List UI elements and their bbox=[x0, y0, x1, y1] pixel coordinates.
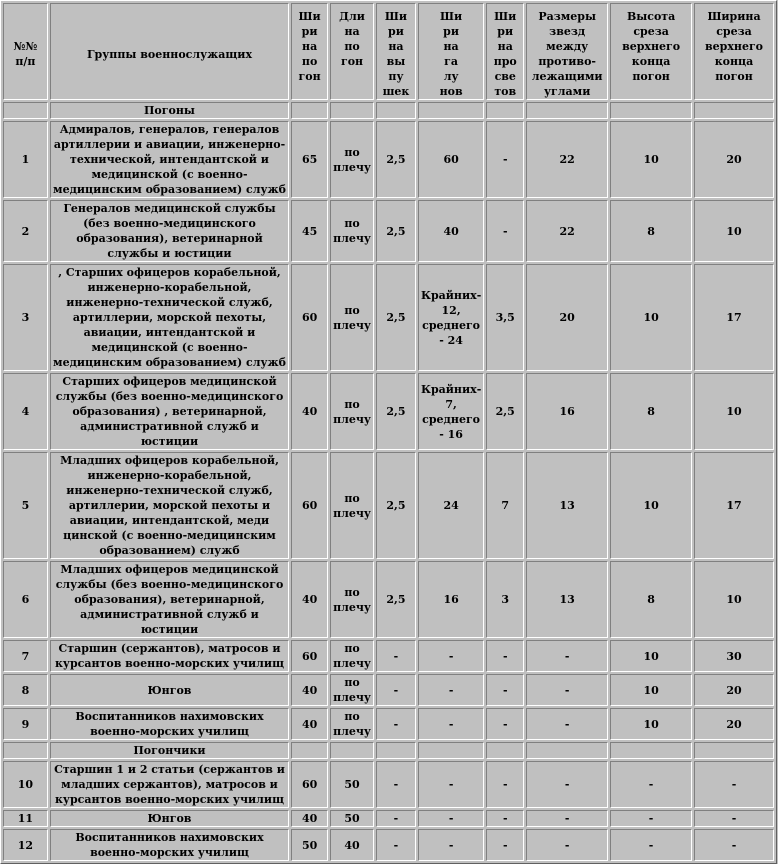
header-cut-height: Высота среза верхнего конца погон bbox=[610, 3, 692, 100]
row-width: 40 bbox=[291, 373, 328, 450]
row-number: 3 bbox=[3, 264, 48, 371]
row-gap-width: 3,5 bbox=[486, 264, 524, 371]
row-length: 50 bbox=[330, 761, 374, 808]
row-cut-height: 8 bbox=[610, 373, 692, 450]
row-group: Старших офицеров медицинской службы (без военно-медицинского образования) , ветеринарной, административной служб и юстиции bbox=[50, 373, 289, 450]
row-cut-width: 20 bbox=[694, 674, 774, 706]
row-galloon-width: 40 bbox=[418, 200, 484, 262]
row-number: 1 bbox=[3, 121, 48, 198]
row-cut-width: 17 bbox=[694, 264, 774, 371]
row-width: 45 bbox=[291, 200, 328, 262]
row-width: 50 bbox=[291, 829, 328, 861]
row-width: 40 bbox=[291, 708, 328, 740]
header-num: №№ п/п bbox=[3, 3, 48, 100]
row-number: 7 bbox=[3, 640, 48, 672]
section-empty-cell bbox=[3, 102, 48, 119]
row-gap-width: - bbox=[486, 674, 524, 706]
section-empty-cell bbox=[291, 102, 328, 119]
row-group: Юнгов bbox=[50, 674, 289, 706]
row-cut-width: 20 bbox=[694, 121, 774, 198]
row-star-size: - bbox=[526, 810, 608, 827]
row-star-size: - bbox=[526, 761, 608, 808]
row-galloon-width: Крайних- 12, среднего - 24 bbox=[418, 264, 484, 371]
section-empty-cell bbox=[3, 742, 48, 759]
section-row-pogonchiki bbox=[3, 742, 774, 759]
section-empty-cell bbox=[694, 102, 774, 119]
row-stripe-width: 2,5 bbox=[376, 264, 416, 371]
section-title: Погоны bbox=[50, 102, 289, 119]
row-length: по плечу bbox=[330, 674, 374, 706]
header-galloon-width: Ши ри на га лу нов bbox=[418, 3, 484, 100]
row-width: 60 bbox=[291, 640, 328, 672]
table-row bbox=[3, 121, 774, 198]
row-length: по плечу bbox=[330, 264, 374, 371]
section-empty-cell bbox=[376, 102, 416, 119]
section-empty-cell bbox=[486, 742, 524, 759]
row-star-size: 22 bbox=[526, 121, 608, 198]
row-cut-height: 10 bbox=[610, 674, 692, 706]
section-empty-cell bbox=[376, 742, 416, 759]
header-star-size: Размеры звезд между противо- лежащими углами bbox=[526, 3, 608, 100]
row-gap-width: - bbox=[486, 708, 524, 740]
row-galloon-width: - bbox=[418, 761, 484, 808]
row-galloon-width: - bbox=[418, 829, 484, 861]
row-gap-width: 3 bbox=[486, 561, 524, 638]
row-width: 40 bbox=[291, 674, 328, 706]
row-width: 40 bbox=[291, 561, 328, 638]
row-width: 60 bbox=[291, 761, 328, 808]
row-width: 60 bbox=[291, 264, 328, 371]
table-row bbox=[3, 561, 774, 638]
section-empty-cell bbox=[486, 102, 524, 119]
row-number: 6 bbox=[3, 561, 48, 638]
table-row bbox=[3, 674, 774, 706]
row-stripe-width: - bbox=[376, 640, 416, 672]
row-galloon-width: - bbox=[418, 810, 484, 827]
row-group: Юнгов bbox=[50, 810, 289, 827]
row-gap-width: 7 bbox=[486, 452, 524, 559]
row-gap-width: - bbox=[486, 121, 524, 198]
section-row-pogony bbox=[3, 102, 774, 119]
row-number: 2 bbox=[3, 200, 48, 262]
row-stripe-width: - bbox=[376, 810, 416, 827]
row-gap-width: - bbox=[486, 200, 524, 262]
section-empty-cell bbox=[418, 102, 484, 119]
row-group: Старшин (сержантов), матросов и курсантов военно-морских училищ bbox=[50, 640, 289, 672]
row-number: 12 bbox=[3, 829, 48, 861]
row-star-size: 22 bbox=[526, 200, 608, 262]
row-star-size: - bbox=[526, 829, 608, 861]
row-star-size: - bbox=[526, 674, 608, 706]
row-number: 5 bbox=[3, 452, 48, 559]
row-length: по плечу bbox=[330, 121, 374, 198]
row-cut-height: 8 bbox=[610, 561, 692, 638]
header-cut-width: Ширина среза верхнего конца погон bbox=[694, 3, 774, 100]
row-cut-height: 8 bbox=[610, 200, 692, 262]
row-length: по плечу bbox=[330, 708, 374, 740]
row-star-size: 20 bbox=[526, 264, 608, 371]
row-number: 10 bbox=[3, 761, 48, 808]
row-length: по плечу bbox=[330, 561, 374, 638]
row-length: 40 bbox=[330, 829, 374, 861]
row-length: по плечу bbox=[330, 373, 374, 450]
row-length: по плечу bbox=[330, 452, 374, 559]
row-number: 9 bbox=[3, 708, 48, 740]
row-star-size: 16 bbox=[526, 373, 608, 450]
row-group: Генералов медицинской службы (без военно-медицинского образования), ветеринарной службы и юстиции bbox=[50, 200, 289, 262]
row-galloon-width: 60 bbox=[418, 121, 484, 198]
section-empty-cell bbox=[610, 742, 692, 759]
row-cut-width: 10 bbox=[694, 373, 774, 450]
row-cut-height: - bbox=[610, 810, 692, 827]
row-cut-height: 10 bbox=[610, 452, 692, 559]
row-cut-width: - bbox=[694, 810, 774, 827]
row-stripe-width: 2,5 bbox=[376, 200, 416, 262]
row-cut-width: 20 bbox=[694, 708, 774, 740]
row-group: Воспитанников нахимовских военно-морских училищ bbox=[50, 708, 289, 740]
table-row bbox=[3, 200, 774, 262]
row-gap-width: - bbox=[486, 761, 524, 808]
row-stripe-width: - bbox=[376, 829, 416, 861]
row-star-size: 13 bbox=[526, 452, 608, 559]
header-gap-width: Ши ри на про све тов bbox=[486, 3, 524, 100]
section-title: Погончики bbox=[50, 742, 289, 759]
row-gap-width: - bbox=[486, 640, 524, 672]
row-cut-width: - bbox=[694, 829, 774, 861]
row-stripe-width: - bbox=[376, 761, 416, 808]
row-number: 8 bbox=[3, 674, 48, 706]
table-row bbox=[3, 829, 774, 861]
section-empty-cell bbox=[694, 742, 774, 759]
table-row bbox=[3, 452, 774, 559]
row-stripe-width: 2,5 bbox=[376, 561, 416, 638]
row-cut-width: 30 bbox=[694, 640, 774, 672]
row-number: 4 bbox=[3, 373, 48, 450]
row-cut-height: 10 bbox=[610, 264, 692, 371]
section-empty-cell bbox=[291, 742, 328, 759]
row-cut-height: 10 bbox=[610, 121, 692, 198]
table-row bbox=[3, 373, 774, 450]
row-length: по плечу bbox=[330, 200, 374, 262]
section-empty-cell bbox=[330, 102, 374, 119]
row-width: 65 bbox=[291, 121, 328, 198]
row-length: 50 bbox=[330, 810, 374, 827]
row-cut-height: - bbox=[610, 761, 692, 808]
row-length: по плечу bbox=[330, 640, 374, 672]
row-galloon-width: - bbox=[418, 640, 484, 672]
row-cut-width: 10 bbox=[694, 561, 774, 638]
row-group: Младших офицеров корабельной, инженерно-корабельной, инженерно-технической служб, артиллерии, морской пехоты и авиации, интендантской, меди цинской (с военно-медицинским образованием) служб bbox=[50, 452, 289, 559]
table-row bbox=[3, 761, 774, 808]
table-row bbox=[3, 640, 774, 672]
row-star-size: - bbox=[526, 640, 608, 672]
section-empty-cell bbox=[330, 742, 374, 759]
header-width: Ши ри на по гон bbox=[291, 3, 328, 100]
row-galloon-width: 24 bbox=[418, 452, 484, 559]
row-cut-height: 10 bbox=[610, 640, 692, 672]
row-cut-width: 10 bbox=[694, 200, 774, 262]
row-star-size: - bbox=[526, 708, 608, 740]
row-stripe-width: 2,5 bbox=[376, 121, 416, 198]
header-row bbox=[3, 3, 774, 100]
row-stripe-width: 2,5 bbox=[376, 452, 416, 559]
row-star-size: 13 bbox=[526, 561, 608, 638]
row-width: 40 bbox=[291, 810, 328, 827]
header-group: Группы военнослужащих bbox=[50, 3, 289, 100]
row-group: , Старших офицеров корабельной, инженерно-корабельной, инженерно-технической служб, артиллерии, морской пехоты, авиации, интендантской и медицинской (с военно-медицинским образованием) служб bbox=[50, 264, 289, 371]
row-width: 60 bbox=[291, 452, 328, 559]
row-galloon-width: - bbox=[418, 708, 484, 740]
row-number: 11 bbox=[3, 810, 48, 827]
row-cut-height: - bbox=[610, 829, 692, 861]
section-empty-cell bbox=[526, 742, 608, 759]
row-group: Младших офицеров медицинской службы (без военно-медицинского образования), ветеринарной, административной служб и юстиции bbox=[50, 561, 289, 638]
table-row bbox=[3, 708, 774, 740]
table-row bbox=[3, 264, 774, 371]
section-empty-cell bbox=[610, 102, 692, 119]
section-empty-cell bbox=[526, 102, 608, 119]
row-gap-width: 2,5 bbox=[486, 373, 524, 450]
row-galloon-width: 16 bbox=[418, 561, 484, 638]
header-length: Дли на по гон bbox=[330, 3, 374, 100]
row-group: Старшин 1 и 2 статьи (сержантов и младших сержантов), матросов и курсантов военно-морских училищ bbox=[50, 761, 289, 808]
row-gap-width: - bbox=[486, 810, 524, 827]
header-stripe-width: Ши ри на вы пу шек bbox=[376, 3, 416, 100]
row-galloon-width: - bbox=[418, 674, 484, 706]
row-group: Адмиралов, генералов, генералов артиллерии и авиации, инженерно-технической, интендантской и медицинской (с военно-медицинским образованием) служб bbox=[50, 121, 289, 198]
row-group: Воспитанников нахимовских военно-морских училищ bbox=[50, 829, 289, 861]
section-empty-cell bbox=[418, 742, 484, 759]
row-stripe-width: - bbox=[376, 708, 416, 740]
row-cut-height: 10 bbox=[610, 708, 692, 740]
row-stripe-width: 2,5 bbox=[376, 373, 416, 450]
table-row bbox=[3, 810, 774, 827]
row-galloon-width: Крайних- 7, среднего - 16 bbox=[418, 373, 484, 450]
row-gap-width: - bbox=[486, 829, 524, 861]
row-cut-width: 17 bbox=[694, 452, 774, 559]
row-stripe-width: - bbox=[376, 674, 416, 706]
row-cut-width: - bbox=[694, 761, 774, 808]
